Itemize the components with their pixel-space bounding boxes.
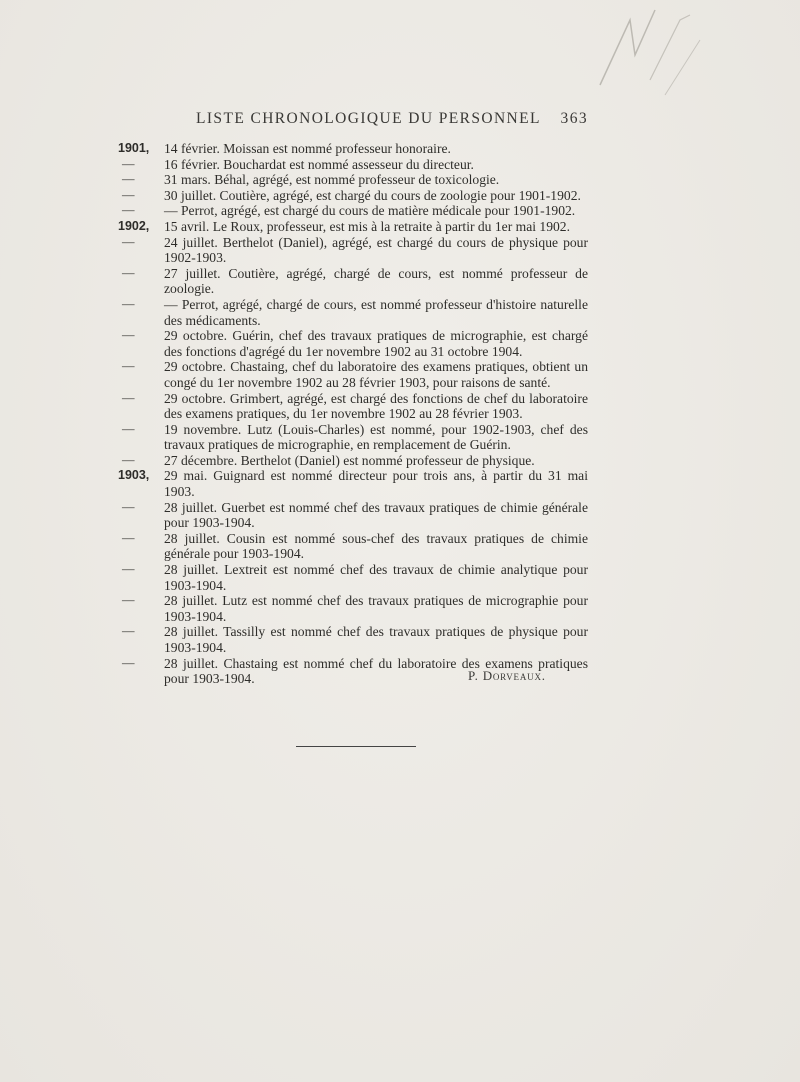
entry-text: 28 juillet. Cousin est nommé sous-chef des travaux pratiques de chimie générale pour 1903-1904.	[164, 530, 588, 562]
list-item	[118, 359, 588, 390]
entry-year: —	[122, 265, 135, 280]
entry-text: 24 juillet. Berthelot (Daniel), agrégé, est chargé du cours de physique pour 1902-1903.	[164, 234, 588, 266]
entry-year: —	[122, 172, 135, 187]
list-item	[118, 188, 588, 204]
entry-year: —	[122, 296, 135, 311]
entry-year: —	[122, 359, 135, 374]
entry-year: —	[122, 203, 135, 218]
entry-text: — Perrot, agrégé, chargé de cours, est nommé professeur d'histoire naturelle des médicaments.	[164, 296, 588, 328]
list-item	[118, 468, 588, 499]
list-item	[118, 624, 588, 655]
entry-text: 28 juillet. Guerbet est nommé chef des travaux pratiques de chimie générale pour 1903-1904.	[164, 499, 588, 531]
divider	[296, 746, 416, 747]
entry-text: 28 juillet. Lextreit est nommé chef des travaux de chimie analytique pour 1903-1904.	[164, 562, 588, 593]
pencil-mark	[560, 0, 760, 120]
entry-year: —	[122, 655, 135, 670]
list-item	[118, 562, 588, 593]
list-item	[118, 157, 588, 173]
entry-year: —	[122, 390, 135, 405]
signature: P. Dorveaux.	[468, 668, 546, 683]
entry-text: 27 juillet. Coutière, agrégé, chargé de cours, est nommé professeur de zoologie.	[164, 265, 588, 297]
entry-text: 16 février. Bouchardat est nommé assesseur du directeur.	[164, 156, 474, 172]
entry-year: 1902,	[118, 218, 150, 233]
entry-text: 30 juillet. Coutière, agrégé, est chargé du cours de zoologie pour 1901-1902.	[164, 187, 581, 203]
entry-year: —	[122, 452, 135, 467]
entry-year: —	[122, 499, 135, 514]
entry-year: —	[122, 562, 135, 577]
entry-year: —	[122, 593, 135, 608]
list-item	[118, 141, 588, 157]
list-item	[118, 203, 588, 219]
list-item	[118, 453, 588, 469]
list-item	[118, 422, 588, 453]
entry-text: 29 octobre. Guérin, chef des travaux pratiques de micrographie, est chargé des fonctions d'agrégé du 1er novembre 1902 au 31 octobre 1904.	[164, 328, 588, 359]
entry-text: 27 décembre. Berthelot (Daniel) est nommé professeur de physique.	[164, 452, 535, 468]
entry-text: 15 avril. Le Roux, professeur, est mis à la retraite à partir du 1er mai 1902.	[164, 218, 571, 234]
entry-year: —	[122, 530, 135, 545]
entry-text: 14 février. Moissan est nommé professeur honoraire.	[164, 141, 451, 156]
list-item	[118, 219, 588, 235]
entry-text: 29 mai. Guignard est nommé directeur pour trois ans, à partir du 31 mai 1903.	[164, 468, 588, 500]
page-title: LISTE CHRONOLOGIQUE DU PERSONNEL	[196, 110, 541, 127]
list-item	[118, 297, 588, 328]
entry-year: —	[122, 421, 135, 436]
entry-text: 28 juillet. Chastaing est nommé chef du laboratoire des examens pratiques pour 1903-1904.	[164, 655, 588, 687]
entry-text: 28 juillet. Tassilly est nommé chef des travaux pratiques de physique pour 1903-1904.	[164, 624, 588, 655]
entry-year: —	[122, 328, 135, 343]
entry-text: 29 octobre. Grimbert, agrégé, est chargé des fonctions de chef du laboratoire des examens pratiques, du 1er novembre 1902 au 28 février 1903.	[164, 390, 588, 422]
entry-year: 1903,	[118, 468, 150, 483]
list-item	[118, 500, 588, 531]
entry-text: 28 juillet. Lutz est nommé chef des travaux pratiques de micrographie pour 1903-1904.	[164, 593, 588, 624]
entry-text: 19 novembre. Lutz (Louis-Charles) est nommé, pour 1902-1903, chef des travaux pratiques de micrographie, en remplacement de Guérin.	[164, 421, 588, 453]
entry-list	[118, 141, 588, 687]
list-item	[118, 391, 588, 422]
entry-text: — Perrot, agrégé, est chargé du cours de matière médicale pour 1901-1902.	[164, 203, 576, 219]
list-item	[118, 531, 588, 562]
list-item	[118, 328, 588, 359]
list-item	[118, 266, 588, 297]
entry-text: 29 octobre. Chastaing, chef du laboratoire des examens pratiques, obtient un congé du 1er novembre 1902 au 28 février 1903, pour raisons de santé.	[164, 359, 588, 390]
entry-year: —	[122, 624, 135, 639]
entry-year: —	[122, 234, 135, 249]
list-item	[118, 593, 588, 624]
list-item	[118, 235, 588, 266]
page-number: 363	[560, 110, 588, 127]
entry-year: 1901,	[118, 141, 150, 155]
list-item	[118, 172, 588, 188]
entry-text: 31 mars. Béhal, agrégé, est nommé professeur de toxicologie.	[164, 172, 500, 188]
entry-year: —	[122, 187, 135, 202]
entry-year: —	[122, 156, 135, 171]
